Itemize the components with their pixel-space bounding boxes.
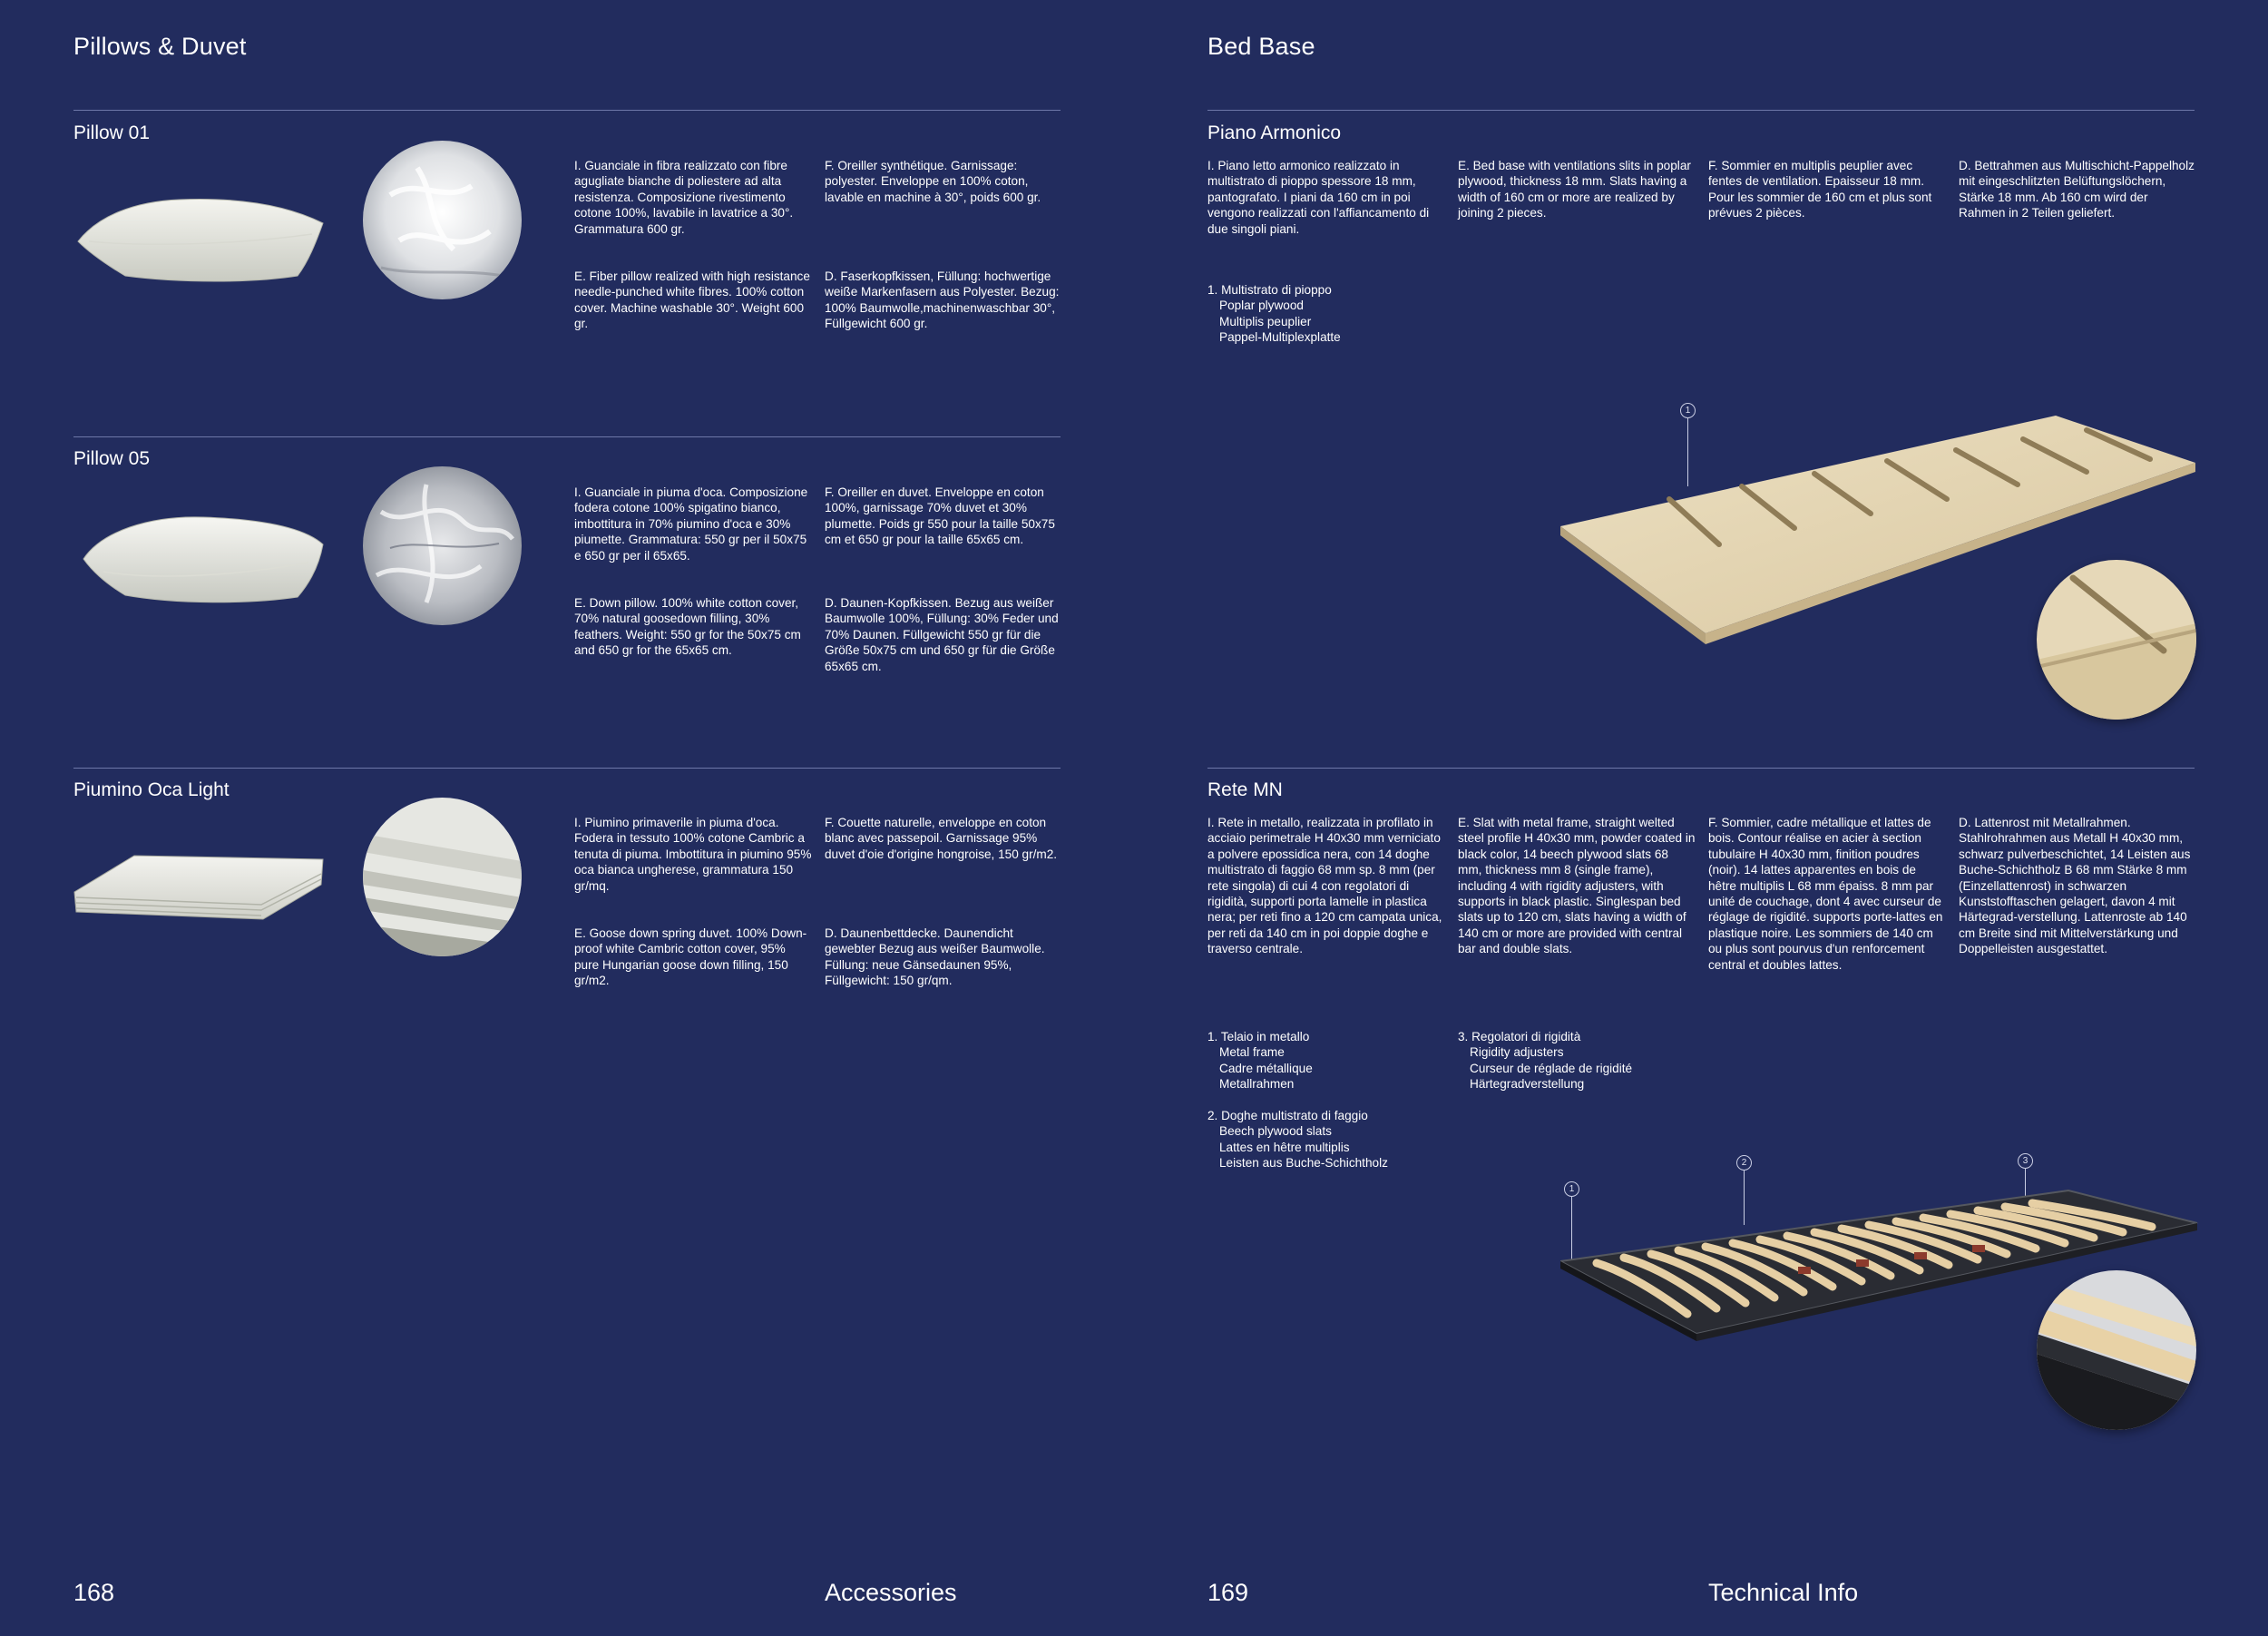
legend-item-line: Multiplis peuplier <box>1219 314 1312 328</box>
legend-item-line: Lattes en hêtre multiplis <box>1219 1140 1350 1154</box>
legend-item-line: Härtegradverstellung <box>1470 1077 1585 1092</box>
callout-3: 3 <box>2018 1153 2033 1169</box>
section-label: Technical Info <box>1708 1579 1859 1606</box>
legend-item-title: 3. Regolatori di rigidità <box>1458 1030 1581 1043</box>
rete-legend-2 <box>1207 1108 1480 1171</box>
duvet-desc-it: I. Piumino primaverile in piuma d'oca. Fodera in tessuto 100% cotone Cambric a tenuta di piuma. Imbottitura in piumino 95% oca bianca ungherese, grammatura 150 gr/mq. <box>574 816 812 893</box>
section-divider <box>1207 110 2195 111</box>
legend-item-line: Cadre métallique <box>1219 1061 1313 1075</box>
product-title: Rete MN <box>1207 779 1283 800</box>
legend-item-title: 1. Multistrato di pioppo <box>1207 283 1332 297</box>
section-divider <box>73 768 1061 769</box>
legend-item-line: Beech plywood slats <box>1219 1124 1332 1139</box>
page-number: 168 <box>73 1579 115 1606</box>
pillow-05-desc-en: E. Down pillow. 100% white cotton cover, 70% natural goosedown filling, 30% feathers. Weight: 550 gr for the 50x75 cm and 650 gr for the 65x65 cm. <box>574 596 801 658</box>
section-label: Accessories <box>825 1579 957 1606</box>
fiber-detail-image <box>363 141 522 299</box>
legend-item-line: Metal frame <box>1219 1045 1285 1060</box>
pillow-05-desc-fr: F. Oreiller en duvet. Enveloppe en coton 100%, garnissage 70% duvet et 30% plumette. Poids gr 550 pour la taille 50x75 cm et 650 gr pour la taille 65x65 cm. <box>825 485 1055 547</box>
product-title: Pillow 01 <box>73 122 151 143</box>
piano-desc-it: I. Piano letto armonico realizzato in multistrato di pioppo spessore 18 mm, pantografato. I piani da 160 cm in poi vengono realizzati con l'affiancamento di due singoli piani. <box>1207 159 1430 236</box>
pillow-01-image <box>71 189 329 289</box>
right-page <box>1134 0 2268 1636</box>
piano-desc-en: E. Bed base with ventilations slits in poplar plywood, thickness 18 mm. Slats having a width of 160 cm or more are realized by joining 2 pieces. <box>1458 159 1691 220</box>
legend-item-line: Leisten aus Buche-Schichtholz <box>1219 1156 1388 1171</box>
legend-item-line: Rigidity adjusters <box>1470 1045 1564 1060</box>
rete-desc-de: D. Lattenrost mit Metallrahmen. Stahlrohrahmen aus Metall H 40x30 mm, schwarz pulverbeschichtet, 14 Leisten aus Buche-Schichtholz B 68 mm Stärke 8 mm (Einzellattenrost) in schwarzen Kunststofftaschen gelagert, davon 4 mit Härtegrad-verstellung. Lattenroste ab 140 cm Breite sind mit Mittelverstärkung und Doppelleisten ausgestattet. <box>1959 816 2191 956</box>
legend-item-line: Metallrahmen <box>1219 1077 1295 1092</box>
rete-desc-en: E. Slat with metal frame, straight welted steel profile H 40x30 mm, powder coated in black color, 14 beech plywood slats 68 mm, thickness mm 8 (single frame), including 4 with rigidity adjusters, with supports in black plastic. Singlespan bed slats up to 120 cm, slats having a width of 140 cm or more are provided with central bar and double slats. <box>1458 816 1696 956</box>
section-divider <box>73 110 1061 111</box>
rete-legend-1 <box>1207 1029 1480 1092</box>
legend-item-line: Curseur de réglade de rigidité <box>1470 1061 1633 1075</box>
legend-item-title: 1. Telaio in metallo <box>1207 1030 1310 1043</box>
pillow-05-desc-de: D. Daunen-Kopfkissen. Bezug aus weißer Baumwolle 100%, Füllung: 30% Feder und 70% Daunen. Füllgewicht 550 gr für die Größe 50x75 cm und 650 gr für die Größe 65x65 cm. <box>825 596 1059 673</box>
pillow-05-image <box>76 508 330 608</box>
section-divider <box>1207 768 2195 769</box>
pillow-05-desc-it: I. Guanciale in piuma d'oca. Composizione fodera cotone 100% spigatino bianco, imbottitura in 70% piumino d'oca e 30% piumette. Grammatura: 550 gr per il 50x75 e 650 gr per il 65x65. <box>574 485 808 563</box>
piano-legend <box>1207 282 1480 346</box>
plywood-detail-image <box>2037 560 2196 720</box>
pillow-01-desc-en: E. Fiber pillow realized with high resistance needle-punched white fibres. 100% cotton cover. Machine washable 30°. Weight 600 gr. <box>574 269 810 331</box>
duvet-desc-de: D. Daunenbettdecke. Daunendicht gewebter Bezug aus weißer Baumwolle. Füllung: neue Gänsedaunen 95%, Füllgewicht: 150 gr/qm. <box>825 926 1045 988</box>
pillow-01-desc-fr: F. Oreiller synthétique. Garnissage: polyester. Enveloppe en 100% coton, lavable en machine à 30°, poids 600 gr. <box>825 159 1041 204</box>
legend-item-line: Poplar plywood <box>1219 299 1304 313</box>
slat-detail-image <box>2037 1270 2196 1430</box>
product-title: Piumino Oca Light <box>73 779 230 800</box>
pillow-01-desc-de: D. Faserkopfkissen, Füllung: hochwertige weiße Markenfasern aus Polyester. Bezug: 100% Baumwolle,machinenwaschbar 30°, Füllgewicht 600 gr. <box>825 269 1060 331</box>
rete-desc-it: I. Rete in metallo, realizzata in profilato in acciaio perimetrale H 40x30 mm verniciato a polvere epossidica nera, con 14 doghe multistrato di faggio 68 mm sp. 8 mm (per rete singola) di cui 4 con regolatori di rigidità, supporti porta lamelle in plastica nera; per reti fino a 120 cm campata unica, per reti da 140 cm in poi doppie doghe e traverso centrale. <box>1207 816 1442 956</box>
callout-1: 1 <box>1680 403 1696 418</box>
duvet-detail-image <box>363 798 522 956</box>
piano-desc-fr: F. Sommier en multiplis peuplier avec fentes de ventilation. Epaisseur 18 mm. Pour les sommier de 160 cm et plus sont prévues 2 pièces. <box>1708 159 1932 220</box>
duvet-desc-fr: F. Couette naturelle, enveloppe en coton blanc avec passepoil. Garnissage 95% duvet d'oie d'origine hongroise, 150 gr/m2. <box>825 816 1058 861</box>
piano-desc-de: D. Bettrahmen aus Multischicht-Pappelholz mit eingeschlitzten Belüftungslöchern, Stärke 18 mm. Ab 160 cm wird der Rahmen in 2 Teilen geliefert. <box>1959 159 2195 220</box>
chapter-title: Pillows & Duvet <box>73 33 247 60</box>
pillow-01-desc-it: I. Guanciale in fibra realizzato con fibre agugliate bianche di poliestere ad alta resistenza. Composizione rivestimento cotone 100%, lavabile in lavatrice a 30°. Grammatura 600 gr. <box>574 159 794 236</box>
duvet-image <box>71 848 327 921</box>
rete-desc-fr: F. Sommier, cadre métallique et lattes de bois. Contour réalise en acier à section tubulaire H 40x30 mm, finition poudres (noir). 14 lattes apparentes en bois de hêtre multiplis L 68 mm épaiss. 8 mm par unité de couchage, dont 4 avec curseur de réglage de rigidité. supports porte-lattes en plastique noire. Les sommiers de 140 cm ou plus sont pourvus d'un renforcement central et doubles lattes. <box>1708 816 1943 972</box>
rete-legend-3 <box>1458 1029 1730 1092</box>
legend-item-line: Pappel-Multiplexplatte <box>1219 330 1341 345</box>
callout-1: 1 <box>1564 1181 1579 1197</box>
down-detail-image <box>363 466 522 625</box>
product-title: Piano Armonico <box>1207 122 1342 143</box>
product-title: Pillow 05 <box>73 448 151 469</box>
page-number: 169 <box>1207 1579 1249 1606</box>
duvet-desc-en: E. Goose down spring duvet. 100% Down-proof white Cambric cotton cover, 95% pure Hungarian goose down filling, 150 gr/m2. <box>574 926 807 988</box>
section-divider <box>73 436 1061 437</box>
legend-item-title: 2. Doghe multistrato di faggio <box>1207 1109 1368 1122</box>
chapter-title: Bed Base <box>1207 33 1315 60</box>
callout-2: 2 <box>1736 1155 1752 1171</box>
